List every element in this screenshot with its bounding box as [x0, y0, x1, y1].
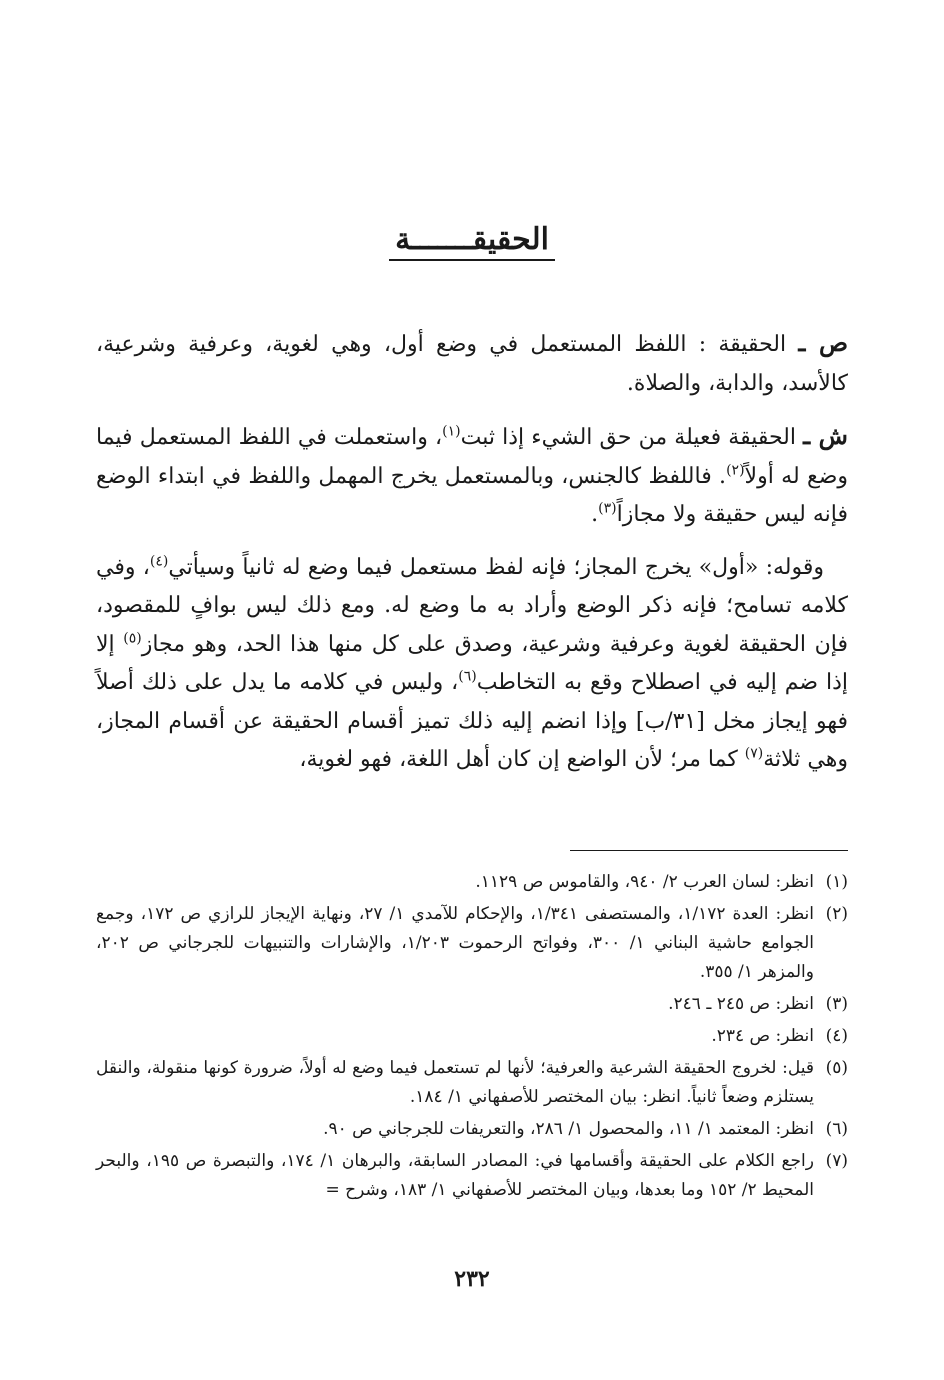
paragraph-discussion [96, 549, 848, 780]
chapter-title-text: الحقيقـــــــة [389, 222, 555, 261]
footnote-6 [96, 1115, 848, 1144]
paragraph-text: إلا إذا ضم إليه في اصطلاح وقع به التخاطب [96, 631, 848, 695]
footnote-5 [96, 1054, 848, 1112]
footnote-ref[interactable]: (٦) [458, 668, 477, 685]
footnote-ref[interactable]: (٧) [744, 745, 764, 762]
chapter-title [0, 222, 944, 257]
footnote-4 [96, 1022, 848, 1051]
paragraph-text: الحقيقة : اللفظ المستعمل في وضع أول، وهي لغوية، وعرفية وشرعية، كالأسد، والدابة، والصلاة. [96, 332, 848, 396]
footnote-ref[interactable]: (٢) [726, 462, 745, 479]
paragraph-marker: ص ـ [798, 328, 848, 357]
footnote-number: (١) [825, 872, 848, 892]
footnote-text: راجع الكلام على الحقيقة وأقسامها في: المصادر السابقة، والبرهان ١/ ١٧٤، والتبصرة ص ١٩٥، والبحر المحيط ٢/ ١٥٢ وما بعدها، وبيان المختصر للأصفهاني ١/ ١٨٣، وشرح = [96, 1151, 814, 1200]
footnote-ref[interactable]: (٥) [123, 630, 142, 647]
footnote-number: (٦) [825, 1119, 848, 1139]
footnote-number: (٢) [825, 904, 848, 924]
paragraph-text: . [591, 502, 599, 527]
paragraph-text: ، واستعملت في اللفظ المستعمل فيما وضع له أولاً [96, 425, 849, 489]
paragraph-text: الحقيقة فعيلة من حق الشيء إذا ثبت [460, 425, 796, 450]
footnote-number: (٤) [825, 1026, 848, 1046]
footnote-text: انظر: ص ٢٣٤. [711, 1026, 814, 1046]
footnote-3 [96, 990, 848, 1019]
footnotes [96, 868, 848, 1208]
footnote-number: (٥) [825, 1058, 848, 1078]
footnote-7 [96, 1147, 848, 1205]
paragraph-definition [96, 324, 848, 403]
footnote-2 [96, 900, 848, 987]
main-text [96, 324, 848, 794]
paragraph-text: كما مر؛ لأن الواضع إن كان أهل اللغة، فهو لغوية، [299, 747, 745, 772]
footnote-text: انظر: المعتمد ١/ ١١، والمحصول ١/ ٢٨٦، والتعريفات للجرجاني ص ٩٠. [323, 1119, 814, 1139]
paragraph-text: وقوله: «أول» يخرج المجاز؛ فإنه لفظ مستعمل فيما وضع له ثانياً وسيأتي [168, 554, 824, 580]
footnote-1 [96, 868, 848, 897]
paragraph-text: ، وفي كلامه تسامح؛ فإنه ذكر الوضع وأراد به ما وضع له. ومع ذلك ليس بوافٍ للمقصود، فإن الحقيقة لغوية وعرفية وشرعية، وصدق على كل منها هذا الحد، وهو مجاز [96, 554, 848, 657]
footnote-text: انظر: ص ٢٤٥ ـ ٢٤٦. [668, 994, 814, 1014]
paragraph-commentary [96, 417, 848, 535]
footnote-divider [570, 850, 848, 851]
paragraph-text: . فاللفظ كالجنس، وبالمستعمل يخرج المهمل واللفظ في ابتداء الوضع فإنه ليس حقيقة ولا مجازاً [96, 463, 848, 527]
paragraph-marker: ش ـ [803, 421, 848, 450]
footnote-number: (٣) [825, 994, 848, 1014]
footnote-text: انظر: العدة ١/١٧٢، والمستصفى ١/٣٤١، والإحكام للآمدي ١/ ٢٧، ونهاية الإيجاز للرازي ص ١٧٢، وجمع الجوامع حاشية البناني ١/ ٣٠٠، وفواتح الرحموت ١/٢٠٣، والإشارات والتنبيهات للجرجاني ص ٢٠٢، والمزهر ١/ ٣٥٥. [96, 904, 814, 982]
paragraph-text: ، وليس في كلامه ما يدل على ذلك أصلاً فهو إيجاز مخل [٣١/ب] وإذا انضم إليه ذلك تميز أقسام الحقيقة عن أقسام المجاز، وهي ثلاثة [96, 670, 848, 772]
footnote-ref[interactable]: (٤) [149, 553, 169, 570]
page-number: ٢٣٢ [454, 1266, 490, 1292]
footnote-text: قيل: لخروج الحقيقة الشرعية والعرفية؛ لأنها لم تستعمل فيما وضع له أولاً، ضرورة كونها منقولة، والنقل يستلزم وضعاً ثانياً. انظر: بيان المختصر للأصفهاني ١/ ١٨٤. [96, 1058, 814, 1107]
footnote-text: انظر: لسان العرب ٢/ ٩٤٠، والقاموس ص ١١٢٩. [475, 872, 814, 892]
footnote-number: (٧) [825, 1151, 848, 1171]
footnote-ref[interactable]: (٣) [598, 500, 617, 517]
footnote-ref[interactable]: (١) [442, 423, 461, 440]
